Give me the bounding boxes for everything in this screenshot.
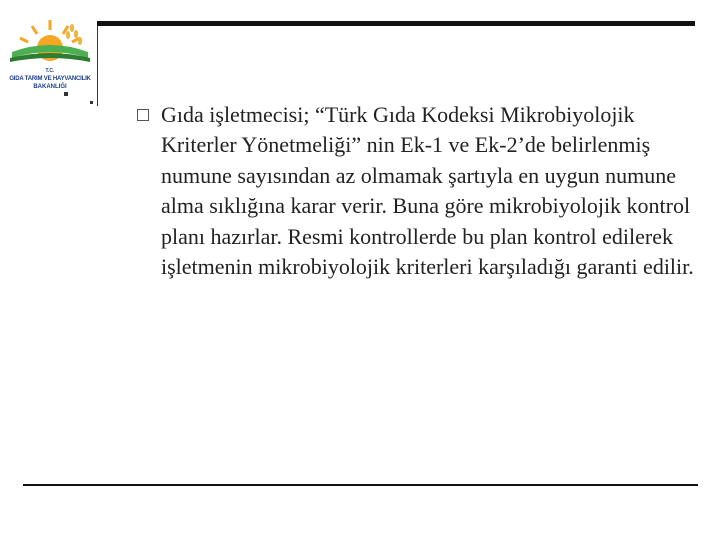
logo-title-line2: BAKANLIĞI (33, 84, 67, 90)
square-bullet-icon (137, 109, 149, 121)
top-divider (97, 21, 695, 26)
slide-content (137, 100, 697, 282)
logo-emblem-icon (2, 14, 98, 70)
decorative-square (64, 92, 68, 96)
vertical-divider (97, 26, 98, 106)
bullet-item (137, 100, 697, 282)
ministry-logo (2, 14, 98, 94)
bottom-divider (23, 484, 698, 486)
logo-tc-text: T.C. (45, 68, 55, 74)
decorative-square-small (90, 101, 93, 104)
logo-title-line1: GIDA TARIM VE HAYVANCILIK (9, 76, 91, 82)
bullet-paragraph: Gıda işletmecisi; “Türk Gıda Kodeksi Mikrobiyolojik Kriterler Yönetmeliği” nin Ek-1 ve Ek-2’de belirlenmiş numune sayısından az olmamak şartıyla en uygun numune alma sıklığına karar verir. Buna göre mikrobiyolojik kontrol planı hazırlar. Resmi kontrollerde bu plan kontrol edilerek işletmenin mikrobiyolojik kriterleri karşıladığı garanti edilir. (161, 102, 694, 280)
